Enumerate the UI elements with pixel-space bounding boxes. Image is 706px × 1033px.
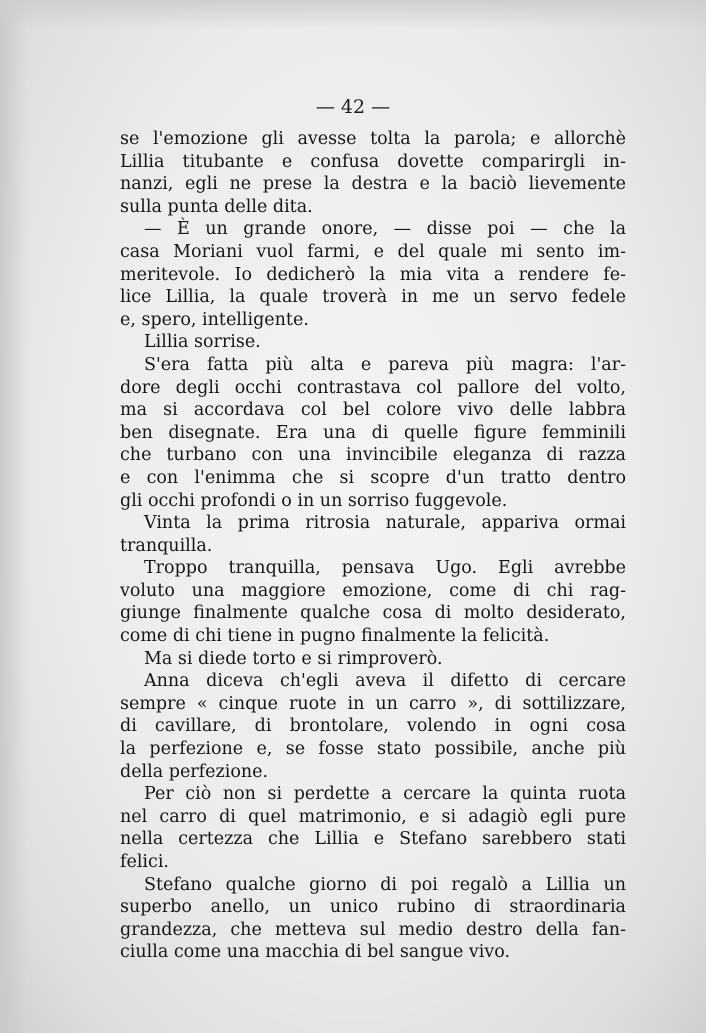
text-line: Lillia sorrise. <box>144 332 261 353</box>
text-line: voluto una maggiore emozione, come di chi rag- <box>120 580 626 601</box>
text-line: come di chi tiene in pugno finalmente la felicità. <box>120 626 550 647</box>
text-line: superbo anello, un unico rubino di straordinaria <box>120 897 626 918</box>
text-line: casa Moriani vuol farmi, e del quale mi sento im- <box>120 241 626 262</box>
text-line: Anna diceva ch'egli aveva il difetto di cercare <box>144 671 626 692</box>
text-line: grandezza, che metteva sul medio destro della fan- <box>120 919 626 940</box>
text-line: meritevole. Io dedicherò la mia vita a rendere fe- <box>120 264 626 285</box>
text-line: Ma si diede torto e si rimproverò. <box>144 648 443 669</box>
text-line: se l'emozione gli avesse tolta la parola; e allorchè <box>120 129 626 149</box>
text-line: la perfezione e, se fosse stato possibile, anche più <box>120 739 626 760</box>
text-line: della perfezione. <box>120 761 269 782</box>
page-shadow-top <box>0 0 706 30</box>
text-line: ciulla come una macchia di bel sangue vivo. <box>120 942 511 963</box>
text-line: ben disegnate. Era una di quelle figure femminili <box>120 422 626 443</box>
page-shadow-left <box>0 0 28 1033</box>
text-line: Vinta la prima ritrosia naturale, appariva ormai <box>144 513 626 534</box>
text-line: Lillia titubante e confusa dovette comparirgli in- <box>120 151 626 172</box>
body-text <box>120 128 626 964</box>
text-line: sulla punta delle dita. <box>120 196 313 217</box>
text-line: S'era fatta più alta e pareva più magra: l'ar- <box>144 354 626 375</box>
text-line: gli occhi profondi o in un sorriso fuggevole. <box>120 490 508 511</box>
text-line: nel carro di quel matrimonio, e si adagiò egli pure <box>120 806 626 827</box>
page-number: — 42 — <box>315 96 391 118</box>
text-line: felici. <box>120 852 169 872</box>
text-line: sempre « cinque ruote in un carro », di sottilizzare, <box>120 693 626 714</box>
text-line: di cavillare, di brontolare, volendo in ogni cosa <box>120 716 626 737</box>
text-line: che turbano con una invincibile eleganza di razza <box>120 445 626 466</box>
text-line: e con l'enimma che si scopre d'un tratto dentro <box>120 467 626 488</box>
text-line: lice Lillia, la quale troverà in me un servo fedele <box>120 287 626 308</box>
text-line: Stefano qualche giorno di poi regalò a Lillia un <box>144 874 626 895</box>
text-line: Per ciò non si perdette a cercare la quinta ruota <box>144 784 626 805</box>
text-line: Troppo tranquilla, pensava Ugo. Egli avrebbe <box>144 558 626 579</box>
text-line: giunge finalmente qualche cosa di molto desiderato, <box>120 603 626 624</box>
text-line: dore degli occhi contrastava col pallore del volto, <box>120 377 626 398</box>
text-line: nella certezza che Lillia e Stefano sarebbero stati <box>120 829 626 850</box>
text-line: — È un grande onore, — disse poi — che la <box>144 219 626 240</box>
text-line: e, spero, intelligente. <box>120 309 309 330</box>
text-line: nanzi, egli ne prese la destra e la baciò lievemente <box>120 174 626 195</box>
text-line: tranquilla. <box>120 535 213 556</box>
text-line: ma si accordava col bel colore vivo delle labbra <box>120 400 626 421</box>
